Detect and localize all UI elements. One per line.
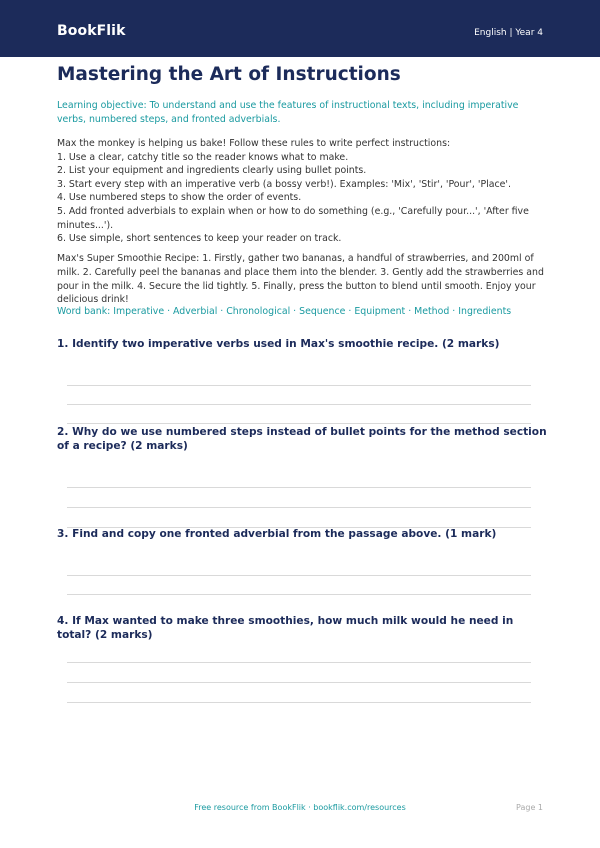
answer-line-q1-3[interactable]	[67, 423, 531, 424]
question-1: 1. Identify two imperative verbs used in Max's smoothie recipe. (2 marks)	[57, 338, 500, 350]
rule-item: 1. Use a clear, catchy title so the reader knows what to make.	[57, 151, 349, 163]
rule-item: 4. Use numbered steps to show the order of events.	[57, 192, 302, 204]
answer-line-q3-2[interactable]	[67, 594, 531, 595]
footer-link[interactable]: Free resource from BookFlik · bookflik.com/resources	[194, 803, 406, 812]
question-2: 2. Why do we use numbered steps instead of bullet points for the method section of a recipe? (2 marks)	[57, 426, 547, 452]
learning-objective: Learning objective: To understand and use the features of instructional texts, including imperative verbs, numbered steps, and fronted adverbials.	[57, 100, 519, 125]
page-number: Page 1	[516, 803, 543, 812]
question-3: 3. Find and copy one fronted adverbial from the passage above. (1 mark)	[57, 528, 497, 540]
page-title: Mastering the Art of Instructions	[57, 64, 401, 85]
answer-line-q4-3[interactable]	[67, 702, 531, 703]
question-4: 4. If Max wanted to make three smoothies, how much milk would he need in total? (2 marks)	[57, 615, 514, 641]
answer-line-q4-1[interactable]	[67, 662, 531, 663]
word-bank: Word bank: Imperative · Adverbial · Chronological · Sequence · Equipment · Method · Ingredients	[57, 306, 512, 317]
answer-line-q3-1[interactable]	[67, 575, 531, 576]
recipe-passage: Max's Super Smoothie Recipe: 1. Firstly, gather two bananas, a handful of strawberries, and 200ml of milk. 2. Carefully peel the bananas and place them into the blender. 3. Gently add the strawberries and pour in the milk. 4. Secure the lid tightly. 5. Finally, press the button to blend until smooth. Enjoy your delicious drink!	[57, 253, 544, 306]
answer-line-q1-1[interactable]	[67, 385, 531, 386]
answer-line-q2-2[interactable]	[67, 507, 531, 508]
rule-item: 3. Start every step with an imperative verb (a bossy verb!). Examples: 'Mix', 'Stir', 'Pour', 'Place'.	[57, 178, 511, 190]
answer-line-q1-2[interactable]	[67, 404, 531, 405]
answer-line-q2-1[interactable]	[67, 487, 531, 488]
answer-line-q4-2[interactable]	[67, 682, 531, 683]
rule-item: 6. Use simple, short sentences to keep your reader on track.	[57, 233, 342, 245]
rule-item: 2. List your equipment and ingredients clearly using bullet points.	[57, 165, 367, 177]
brand-logo[interactable]: BookFlik	[57, 23, 126, 39]
subject-label: English | Year 4	[474, 28, 543, 38]
header-bar	[0, 0, 600, 57]
rules-section	[57, 137, 547, 246]
rules-intro: Max the monkey is helping us bake! Follow these rules to write perfect instructions:	[57, 138, 451, 149]
rule-item: 5. Add fronted adverbials to explain when or how to do something (e.g., 'Carefully pour...', 'After five minutes...').	[57, 205, 529, 231]
